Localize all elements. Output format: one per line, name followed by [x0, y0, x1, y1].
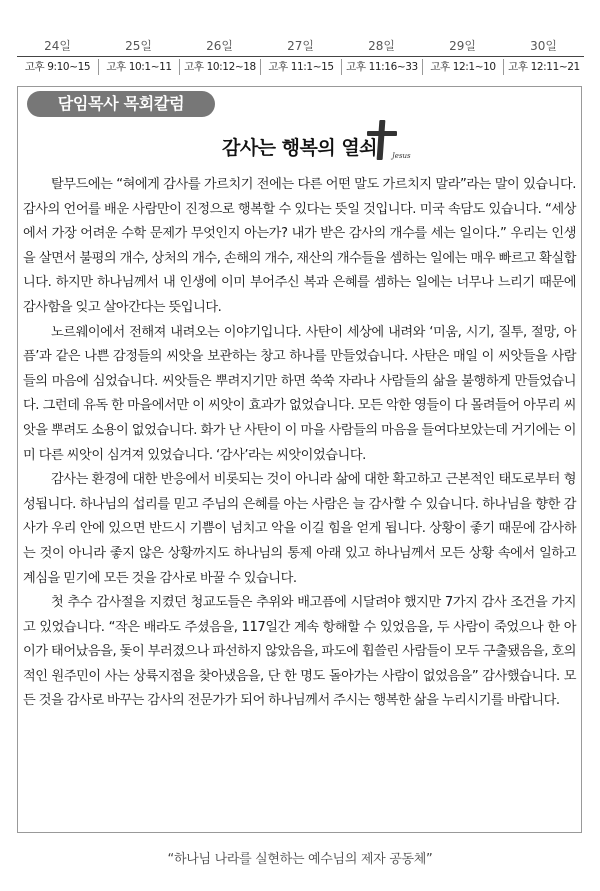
schedule-day: 26일: [179, 37, 260, 57]
schedule-column: [503, 37, 584, 75]
schedule-reading: 고후 11:1~15: [260, 59, 341, 75]
column-label: 담임목사 목회칼럼: [27, 91, 215, 117]
schedule-day: 28일: [341, 37, 422, 57]
cross-vertical-bar: [377, 120, 386, 160]
schedule-day: 25일: [98, 37, 179, 57]
column-box: [17, 86, 582, 833]
schedule-reading: 고후 10:1~11: [98, 59, 179, 75]
schedule-reading: 고후 12:11~21: [503, 59, 584, 75]
church-motto: “하나님 나라를 실현하는 예수님의 제자 공동체”: [167, 852, 433, 867]
cross-caption: Jesus: [392, 152, 411, 160]
reading-schedule-table: [17, 37, 584, 75]
cross-horizontal-bar: [367, 131, 397, 136]
article-title-wrap: [18, 133, 581, 160]
schedule-column: [341, 37, 422, 75]
schedule-column: [17, 37, 98, 75]
article-paragraph: 감사는 환경에 대한 반응에서 비롯되는 것이 아니라 삶에 대한 확고하고 근본적인 태도로부터 형성됩니다. 하나님의 섭리를 믿고 주님의 은혜를 아는 사람은 늘 감사할 수 있습니다. 하나님을 향한 감사가 우리 안에 있으면 반드시 기쁨이 넘치고 악을 이길 힘을 얻게 됩니다. 상황이 좋기 때문에 감사하는 것이 아니라 좋지 않은 상황까지도 하나님의 통제 아래 있고 하나님께서 모든 상황 속에서 일하고 계심을 믿기에 모든 것을 감사로 바꿀 수 있습니다.: [23, 472, 576, 586]
schedule-column: [422, 37, 503, 75]
schedule-reading: 고후 9:10~15: [24, 61, 91, 73]
schedule-reading: 고후 11:16~33: [341, 59, 422, 75]
schedule-day: 24일: [17, 37, 98, 57]
article-body: [23, 173, 576, 714]
schedule-reading: 고후 12:1~10: [422, 59, 503, 75]
schedule-column: [98, 37, 179, 75]
schedule-day: 29일: [422, 37, 503, 57]
schedule-column: [260, 37, 341, 75]
article-paragraph: 노르웨이에서 전해져 내려오는 이야기입니다. 사탄이 세상에 내려와 ‘미움, 시기, 질투, 절망, 아픔’과 같은 나쁜 감정들의 씨앗을 보관하는 창고 하나를 만들었습니다. 사탄은 매일 이 씨앗들을 사람들의 마음에 심었습니다. 씨앗들은 뿌려지기만 하면 쑥쑥 자라나 사람들의 삶을 불행하게 만들었습니다. 그런데 유독 한 마을에서만 이 씨앗이 효과가 없었습니다. 모든 악한 영들이 다 몰려들어 아무리 씨앗을 뿌려도 소용이 없었습니다. 화가 난 사탄이 이 마을 사람들의 마음을 들여다보았는데 거기에는 이미 다른 씨앗이 심겨져 있었습니다. ‘감사’라는 씨앗이었습니다.: [23, 324, 576, 463]
schedule-column: [179, 37, 260, 75]
article-title: 감사는 행복의 열쇠: [221, 137, 378, 159]
schedule-day: 30일: [503, 37, 584, 57]
article-paragraph: 첫 추수 감사절을 지켰던 청교도들은 추위와 배고픔에 시달려야 했지만 7가지 감사 조건을 가지고 있었습니다. “작은 배라도 주셨음을, 117일간 계속 항해할 수 있었음을, 두 사람이 죽었으나 한 아이가 태어났음을, 돛이 부러졌으나 파선하지 않았음을, 파도에 휩쓸린 사람들이 모두 구출됐음을, 호의적인 원주민이 사는 상륙지점을 찾아냈음을, 단 한 명도 돌아가는 사람이 없었음을” 감사했습니다. 모든 것을 감사로 바꾸는 감사의 전문가가 되어 하나님께서 주시는 행복한 삶을 누리시기를 바랍니다.: [23, 595, 576, 709]
schedule-reading: 고후 10:12~18: [179, 59, 260, 75]
article-paragraph: 탈무드에는 “혀에게 감사를 가르치기 전에는 다른 어떤 말도 가르치지 말라”라는 말이 있습니다. 감사의 언어를 배운 사람만이 진정으로 행복할 수 있다는 뜻일 것입니다. 미국 속담도 있습니다. “세상에서 가장 어려운 수학 문제가 무엇인지 아는가? 내가 받은 감사의 개수를 세는 일이다.” 우리는 인생을 살면서 불평의 개수, 상처의 개수, 손해의 개수, 재산의 개수들을 셈하는 일에는 매우 빠르고 확실합니다. 하지만 하나님께서 내 인생에 이미 부어주신 복과 은혜를 셈하는 일에는 너무나 느리기 때문에 감사함을 잊고 살아간다는 뜻입니다.: [23, 177, 576, 315]
schedule-day: 27일: [260, 37, 341, 57]
